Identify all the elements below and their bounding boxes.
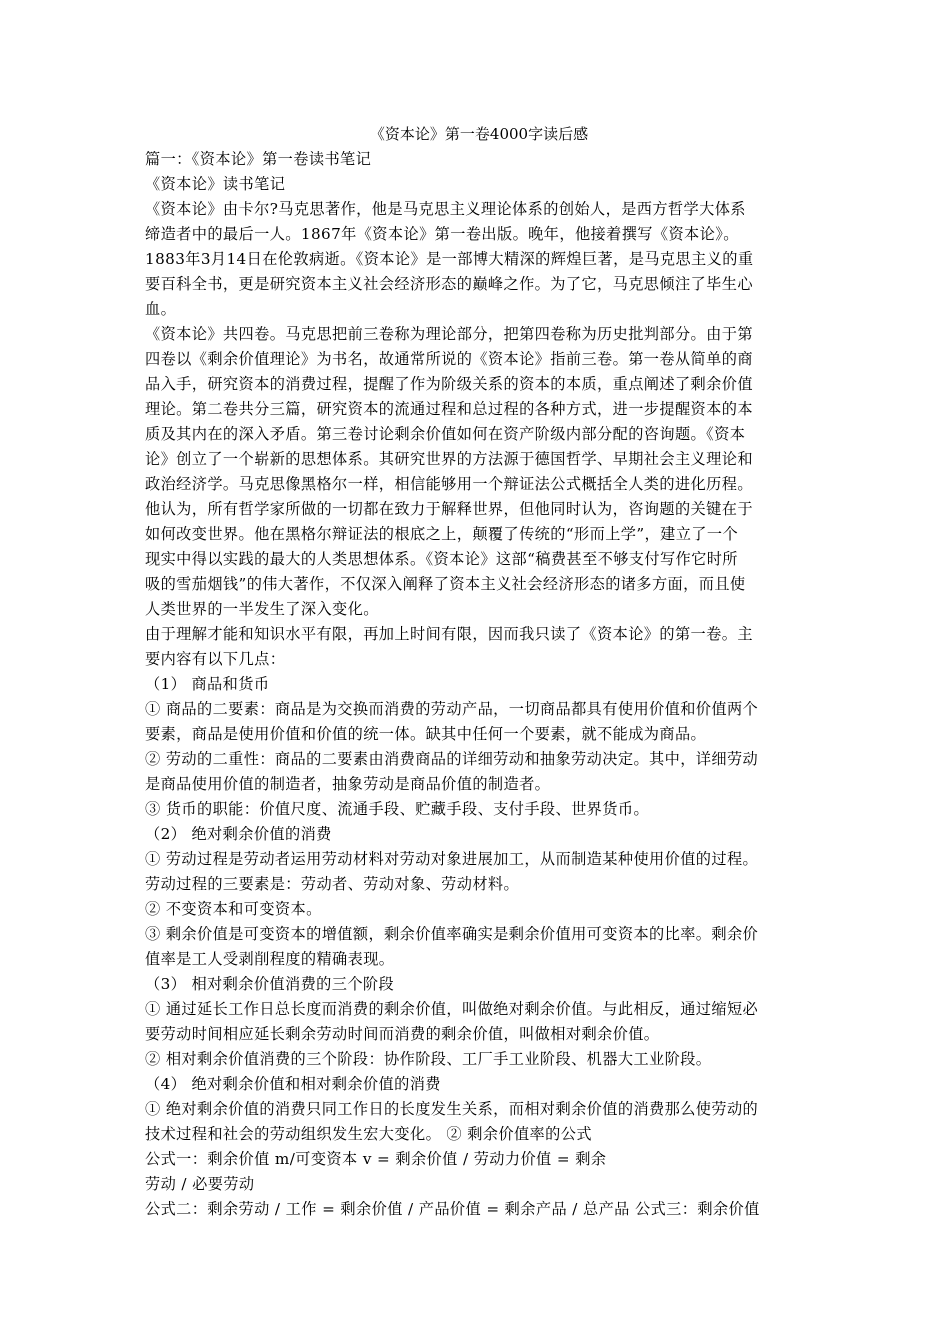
text-line: 血。	[145, 300, 177, 318]
text-line: 1883年3月14日在伦敦病逝。《资本论》是一部博大精深的辉煌巨著，是马克思主义的重	[145, 250, 754, 268]
text-line: ① 通过延长工作日总长度而消费的剩余价值，叫做绝对剩余价值。与此相反，通过缩短必	[145, 1000, 759, 1018]
text-line: ② 不变资本和可变资本。	[145, 900, 322, 918]
text-line: 劳动过程的三要素是：劳动者、劳动对象、劳动材料。	[145, 875, 520, 893]
text-line: （4） 绝对剩余价值和相对剩余价值的消费	[145, 1075, 441, 1093]
text-line: 吸的雪茄烟钱”的伟大著作，不仅深入阐释了资本主义社会经济形态的诸多方面，而且使	[145, 575, 746, 593]
text-line: 缔造者中的最后一人。1867年《资本论》第一卷出版。晚年，他接着撰写《资本论》。	[145, 225, 739, 243]
text-line: 理论。第二卷共分三篇，研究资本的流通过程和总过程的各种方式，进一步提醒资本的本	[145, 400, 753, 418]
text-line: ① 商品的二要素：商品是为交换而消费的劳动产品，一切商品都具有使用价值和价值两个	[145, 700, 759, 718]
text-line: 要劳动时间相应延长剩余劳动时间而消费的剩余价值，叫做相对剩余价值。	[145, 1025, 660, 1043]
text-line: 值率是工人受剥削程度的精确表现。	[145, 950, 395, 968]
text-line: 如何改变世界。他在黑格尔辩证法的根底之上，颠覆了传统的“形而上学”，建立了一个	[145, 525, 739, 543]
text-line: 要百科全书，更是研究资本主义社会经济形态的巅峰之作。为了它，马克思倾注了毕生心	[145, 275, 753, 293]
document-body	[145, 147, 813, 1222]
text-line: 劳动 / 必要劳动	[145, 1175, 255, 1193]
document-title: 《资本论》第一卷4000字读后感	[369, 125, 589, 143]
text-line: 人类世界的一半发生了深入变化。	[145, 600, 379, 618]
text-line: 《资本论》共四卷。马克思把前三卷称为理论部分，把第四卷称为历史批判部分。由于第	[145, 325, 753, 343]
text-line: 《资本论》读书笔记	[145, 175, 286, 193]
text-line: 品入手，研究资本的消费过程，提醒了作为阶级关系的资本的本质，重点阐述了剩余价值	[145, 375, 753, 393]
text-line: 公式一：剩余价值 m/可变资本 v = 剩余价值 / 劳动力价值 = 剩余	[145, 1150, 607, 1168]
text-line: ① 劳动过程是劳动者运用劳动材料对劳动对象进展加工，从而制造某种使用价值的过程。	[145, 850, 759, 868]
text-line: 他认为，所有哲学家所做的一切都在致力于解释世界，但他同时认为，咨询题的关键在于	[145, 500, 753, 518]
text-line: 是商品使用价值的制造者，抽象劳动是商品价值的制造者。	[145, 775, 551, 793]
text-line: 《资本论》由卡尔?马克思著作，他是马克思主义理论体系的创始人，是西方哲学大体系	[145, 200, 746, 218]
text-line: （1） 商品和货币	[145, 675, 270, 693]
text-line: ③ 货币的职能：价值尺度、流通手段、贮藏手段、支付手段、世界货币。	[145, 800, 650, 818]
text-line: （2） 绝对剩余价值的消费	[145, 825, 332, 843]
text-line: 现实中得以实践的最大的人类思想体系。《资本论》这部“稿费甚至不够支付写作它时所	[145, 550, 738, 568]
text-line: 要素，商品是使用价值和价值的统一体。缺其中任何一个要素，就不能成为商品。	[145, 725, 707, 743]
document-page	[145, 121, 813, 1222]
text-line: 质及其内在的深入矛盾。第三卷讨论剩余价值如何在资产阶级内部分配的咨询题。《资本	[145, 425, 746, 443]
text-line: ② 劳动的二重性：商品的二要素由消费商品的详细劳动和抽象劳动决定。其中，详细劳动	[145, 750, 759, 768]
text-line: 公式二：剩余劳动 / 工作 = 剩余价值 / 产品价值 = 剩余产品 / 总产品 公式三：剩余价值	[145, 1200, 760, 1218]
text-line: （3） 相对剩余价值消费的三个阶段	[145, 975, 395, 993]
text-line: 要内容有以下几点：	[145, 650, 286, 668]
text-line: ③ 剩余价值是可变资本的增值额，剩余价值率确实是剩余价值用可变资本的比率。剩余价	[145, 925, 759, 943]
text-line: 四卷以《剩余价值理论》为书名，故通常所说的《资本论》指前三卷。第一卷从简单的商	[145, 350, 753, 368]
text-line: ② 相对剩余价值消费的三个阶段：协作阶段、工厂手工业阶段、机器大工业阶段。	[145, 1050, 712, 1068]
text-line: 政治经济学。马克思像黑格尔一样，相信能够用一个辩证法公式概括全人类的进化历程。	[145, 475, 753, 493]
text-line: 论》创立了一个崭新的思想体系。其研究世界的方法源于德国哲学、早期社会主义理论和	[145, 450, 753, 468]
text-line: 篇一：《资本论》第一卷读书笔记	[145, 150, 372, 168]
text-line: ① 绝对剩余价值的消费只同工作日的长度发生关系，而相对剩余价值的消费那么使劳动的	[145, 1100, 759, 1118]
text-line: 技术过程和社会的劳动组织发生宏大变化。 ② 剩余价值率的公式	[145, 1125, 592, 1143]
text-line: 由于理解才能和知识水平有限，再加上时间有限，因而我只读了《资本论》的第一卷。主	[145, 625, 753, 643]
